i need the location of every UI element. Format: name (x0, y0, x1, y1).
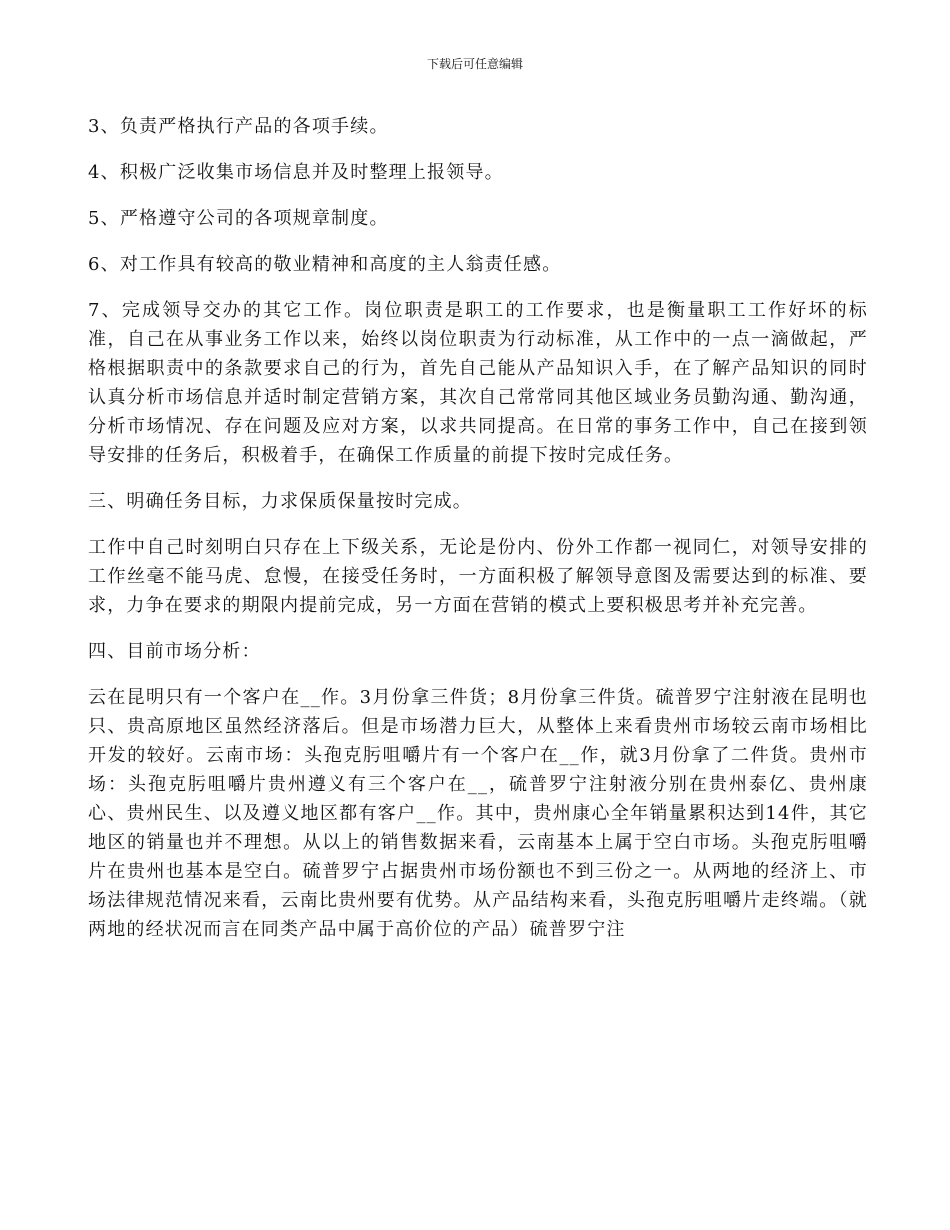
page-header: 下载后可任意编辑 (426, 57, 523, 71)
paragraph-work-attitude: 工作中自己时刻明白只存在上下级关系，无论是份内、份外工作都一视同仁，对领导安排的工作丝毫不能马虎、怠慢，在接受任务时，一方面积极了解领导意图及需要达到的标准、要求，力争在要求的期限内提前完成，另一方面在营销的模式上要积极思考并补充完善。 (88, 537, 868, 616)
paragraph-item-5: 5、严格遵守公司的各项规章制度。 (88, 208, 389, 229)
paragraph-item-3: 3、负责严格执行产品的各项手续。 (88, 116, 389, 137)
paragraph-market-analysis: 云在昆明只有一个客户在__作。3月份拿三件货；8月份拿三件货。硫普罗宁注射液在昆明也只、贵高原地区虽然经济落后。但是市场潜力巨大，从整体上来看贵州市场较云南市场相比开发的较好。云南市场：头孢克肟咀嚼片有一个客户在__作，就3月份拿了二件货。贵州市场：头孢克肟咀嚼片贵州遵义有三个客户在__，硫普罗宁注射液分别在贵州泰亿、贵州康心、贵州民生、以及遵义地区都有客户__作。其中，贵州康心全年销量累积达到14件，其它地区的销量也并不理想。从以上的销售数据来看，云南基本上属于空白市场。头孢克肟咀嚼片在贵州也基本是空白。硫普罗宁占据贵州市场份额也不到三份之一。从两地的经济上、市场法律规范情况来看，云南比贵州要有优势。从产品结构来看，头孢克肟咀嚼片走终端。（就两地的经状况而言在同类产品中属于高价位的产品）硫普罗宁注 (88, 687, 868, 940)
paragraph-item-7: 7、完成领导交办的其它工作。岗位职责是职工的工作要求，也是衡量职工工作好坏的标准，自己在从事业务工作以来，始终以岗位职责为行动标准，从工作中的一点一滴做起，严格根据职责中的条款要求自己的行为，首先自己能从产品知识入手，在了解产品知识的同时认真分析市场信息并适时制定营销方案，其次自己常常同其他区域业务员勤沟通、勤沟通，分析市场情况、存在问题及应对方案，以求共同提高。在日常的事务工作中，自己在接到领导安排的任务后，积极着手，在确保工作质量的前提下按时完成任务。 (88, 300, 868, 466)
section-heading-four: 四、目前市场分析： (88, 641, 261, 662)
paragraph-item-4: 4、积极广泛收集市场信息并及时整理上报领导。 (88, 162, 504, 183)
document-body (88, 112, 868, 961)
paragraph-item-6: 6、对工作具有较高的敬业精神和高度的主人翁责任感。 (88, 254, 562, 275)
section-heading-three: 三、明确任务目标，力求保质保量按时完成。 (88, 491, 472, 512)
